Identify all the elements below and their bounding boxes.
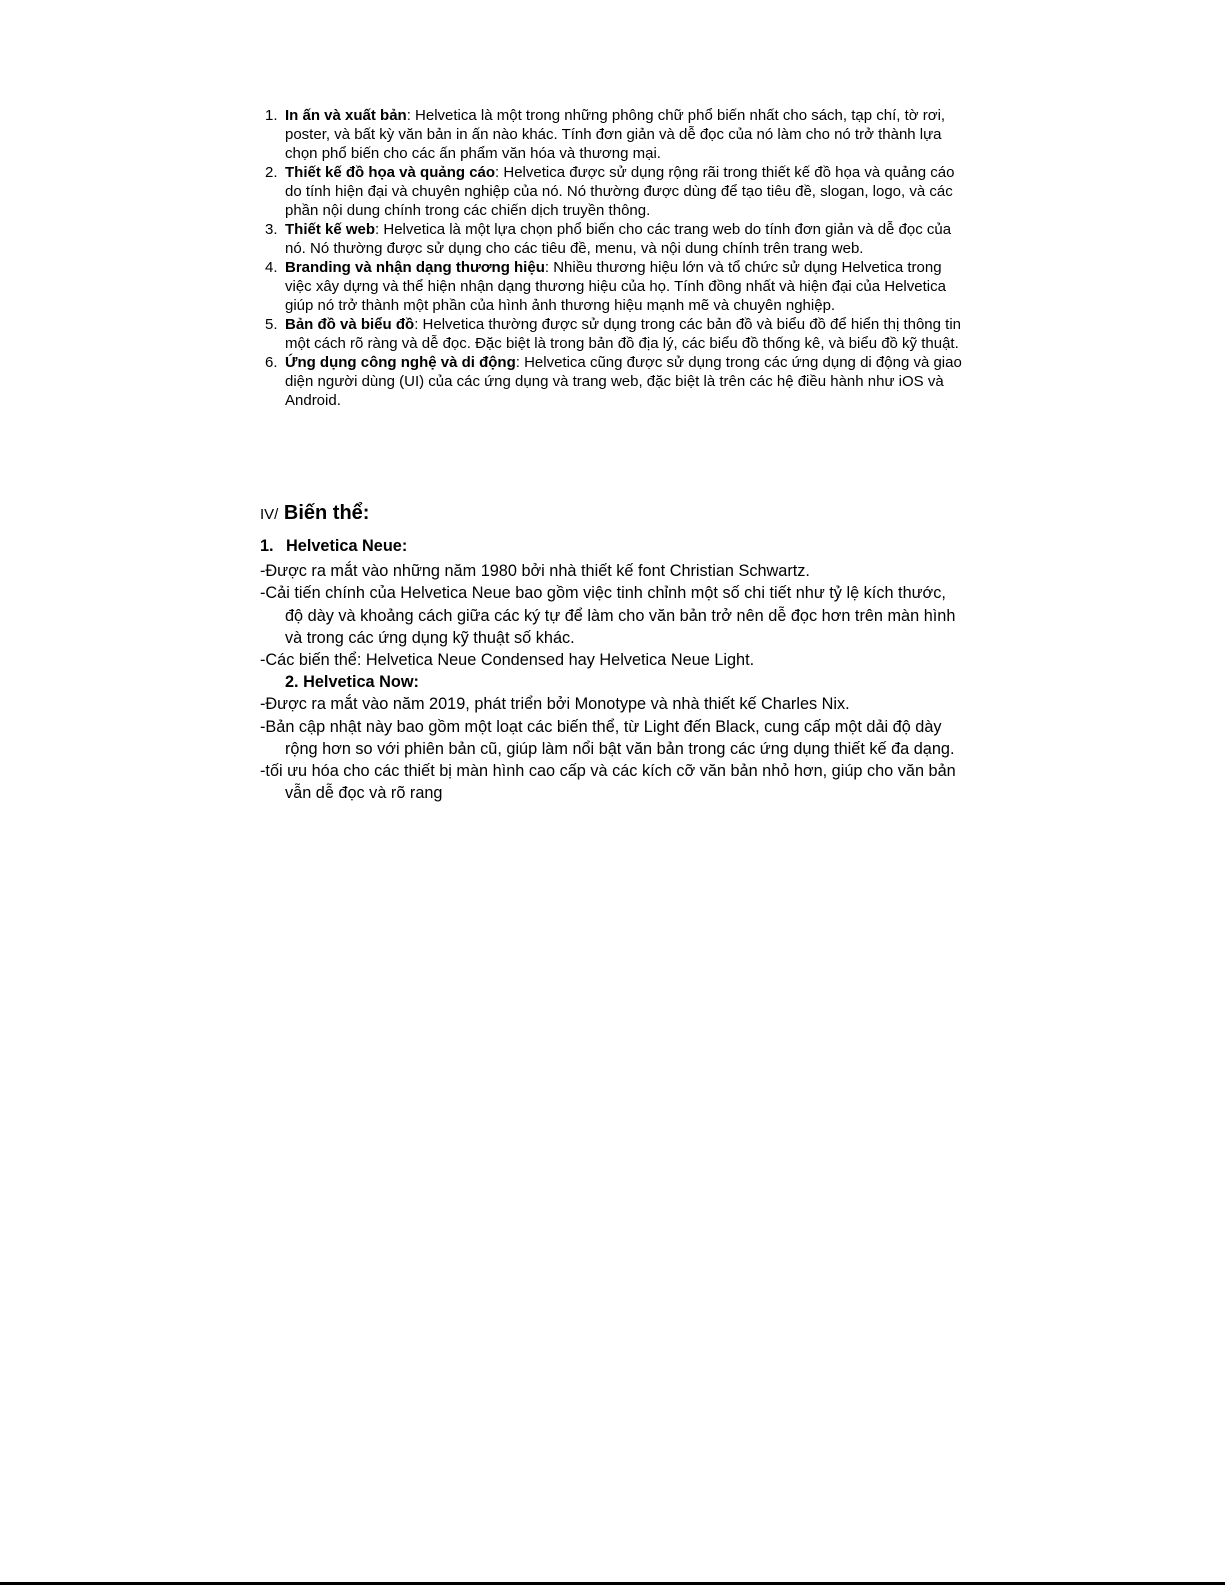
usage-list bbox=[265, 106, 965, 410]
paragraph: -tối ưu hóa cho các thiết bị màn hình cao cấp và các kích cỡ văn bản nhỏ hơn, giúp cho văn bản vẫn dễ đọc và rõ rang bbox=[260, 762, 956, 803]
list-item-title: Bản đồ và biểu đồ bbox=[285, 316, 415, 333]
list-number: 1. bbox=[265, 107, 278, 124]
list-number: 6. bbox=[265, 354, 278, 371]
section-prefix: IV/ bbox=[260, 506, 279, 523]
list-item bbox=[265, 258, 965, 315]
section-heading bbox=[260, 500, 369, 528]
variant-name: Helvetica Neue: bbox=[286, 537, 408, 555]
list-item-text: : Helvetica là một lựa chọn phổ biến cho các trang web do tính đơn giản và dễ đọc của nó. Nó thường được sử dụng cho các tiêu đề, menu, và nội dung chính trên trang web. bbox=[285, 221, 952, 257]
list-item-text: : Helvetica thường được sử dụng trong các bản đồ và biểu đồ để hiển thị thông tin một cách rõ ràng và dễ đọc. Đặc biệt là trong bản đồ địa lý, các biểu đồ thống kê, và biểu đồ kỹ thuật. bbox=[285, 316, 961, 352]
list-item-title: Ứng dụng công nghệ và di động bbox=[285, 354, 516, 371]
list-item-text: : Nhiều thương hiệu lớn và tổ chức sử dụng Helvetica trong việc xây dựng và thể hiện nhận dạng thương hiệu của họ. Tính đồng nhất và hiện đại của Helvetica giúp nó trở thành một phần của hình ảnh thương hiệu mạnh mẽ và chuyên nghiệp. bbox=[285, 259, 946, 314]
list-item bbox=[265, 106, 965, 163]
variant-title bbox=[260, 535, 960, 557]
list-item-title: In ấn và xuất bản bbox=[285, 107, 407, 124]
variant-number: 1. bbox=[260, 537, 274, 555]
list-number: 3. bbox=[265, 221, 278, 238]
list-item bbox=[265, 163, 965, 220]
paragraph: -Bản cập nhật này bao gồm một loạt các biến thể, từ Light đến Black, cung cấp một dải độ dày rộng hơn so với phiên bản cũ, giúp làm nổi bật văn bản trong các ứng dụng thiết kế đa dạng. bbox=[260, 717, 955, 758]
list-item-title: Branding và nhận dạng thương hiệu bbox=[285, 259, 545, 276]
variants-section bbox=[260, 535, 960, 804]
paragraph: -Các biến thể: Helvetica Neue Condensed hay Helvetica Neue Light. bbox=[260, 651, 755, 670]
paragraph: -Được ra mắt vào năm 2019, phát triển bởi Monotype và nhà thiết kế Charles Nix. bbox=[260, 695, 850, 714]
list-item bbox=[265, 353, 965, 410]
list-number: 5. bbox=[265, 316, 278, 333]
paragraph: -Cải tiến chính của Helvetica Neue bao gồm việc tinh chỉnh một số chi tiết như tỷ lệ kích thước, độ dày và khoảng cách giữa các ký tự để làm cho văn bản trở nên dễ đọc hơn trên màn hình và trong các ứng dụng kỹ thuật số khác. bbox=[260, 584, 956, 647]
list-item-title: Thiết kế đồ họa và quảng cáo bbox=[285, 164, 496, 181]
variant-title: 2. Helvetica Now: bbox=[285, 673, 419, 692]
paragraph: -Được ra mắt vào những năm 1980 bởi nhà thiết kế font Christian Schwartz. bbox=[260, 562, 810, 581]
section-title: Biến thể: bbox=[283, 502, 370, 524]
list-item-text: : Helvetica là một trong những phông chữ phổ biến nhất cho sách, tạp chí, tờ rơi, poster, và bất kỳ văn bản in ấn nào khác. Tính đơn giản và dễ đọc của nó làm cho nó trở thành lựa chọn phổ biến cho các ấn phẩm văn hóa và thương mại. bbox=[285, 107, 946, 162]
list-item-text: : Helvetica cũng được sử dụng trong các ứng dụng di động và giao diện người dùng (UI) của các ứng dụng và trang web, đặc biệt là trên các hệ điều hành như iOS và Android. bbox=[285, 354, 962, 409]
list-item-title: Thiết kế web bbox=[285, 221, 376, 238]
list-item-text: : Helvetica được sử dụng rộng rãi trong thiết kế đồ họa và quảng cáo do tính hiện đại và chuyên nghiệp của nó. Nó thường được dùng để tạo tiêu đề, slogan, logo, và các phần nội dung chính trong các chiến dịch truyền thông. bbox=[285, 164, 955, 219]
list-number: 2. bbox=[265, 164, 278, 181]
list-item bbox=[265, 220, 965, 258]
list-number: 4. bbox=[265, 259, 278, 276]
list-item bbox=[265, 315, 965, 353]
